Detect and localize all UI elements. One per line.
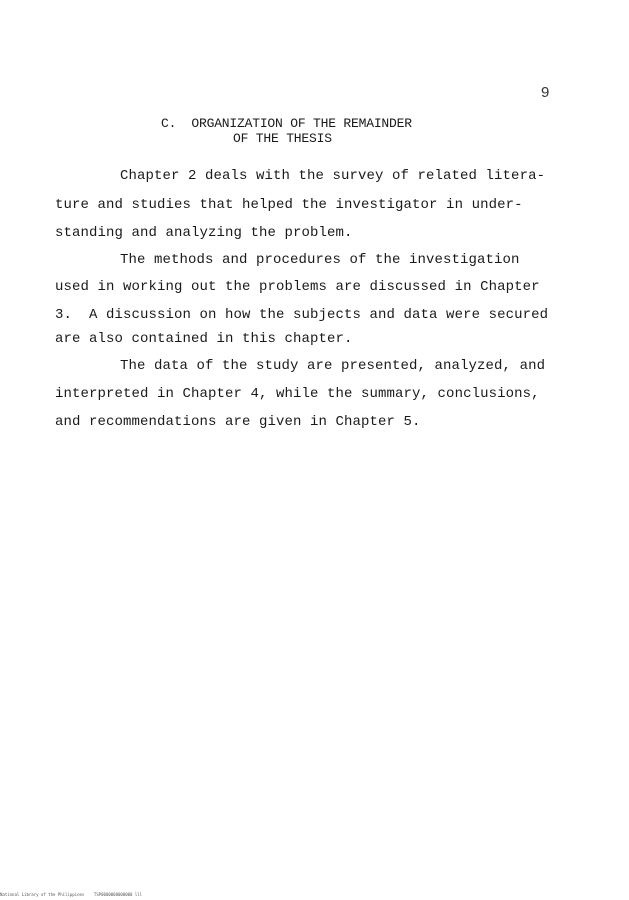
page-number: 9 <box>541 84 550 101</box>
paragraph-2-line-2: used in working out the problems are discussed in Chapter <box>55 279 540 295</box>
paragraph-1-line-1: Chapter 2 deals with the survey of related litera- <box>120 168 546 184</box>
footer-stamp: National Library of the Philippines TSP0000000000000 lll <box>0 892 143 897</box>
paragraph-1-line-2: ture and studies that helped the investigator in under- <box>55 197 523 213</box>
section-heading-line-1: C. ORGANIZATION OF THE REMAINDER <box>161 116 412 131</box>
paragraph-3-line-2: interpreted in Chapter 4, while the summary, conclusions, <box>55 386 540 402</box>
paragraph-2-line-4: are also contained in this chapter. <box>55 331 353 347</box>
section-heading-line-2: OF THE THESIS <box>233 131 332 146</box>
paragraph-2-line-1: The methods and procedures of the investigation <box>120 252 520 268</box>
paragraph-1-line-3: standing and analyzing the problem. <box>55 225 353 241</box>
paragraph-3-line-1: The data of the study are presented, analyzed, and <box>120 358 546 374</box>
paragraph-3-line-3: and recommendations are given in Chapter 5. <box>55 414 421 430</box>
paragraph-2-line-3: 3. A discussion on how the subjects and data were secured <box>55 307 549 323</box>
